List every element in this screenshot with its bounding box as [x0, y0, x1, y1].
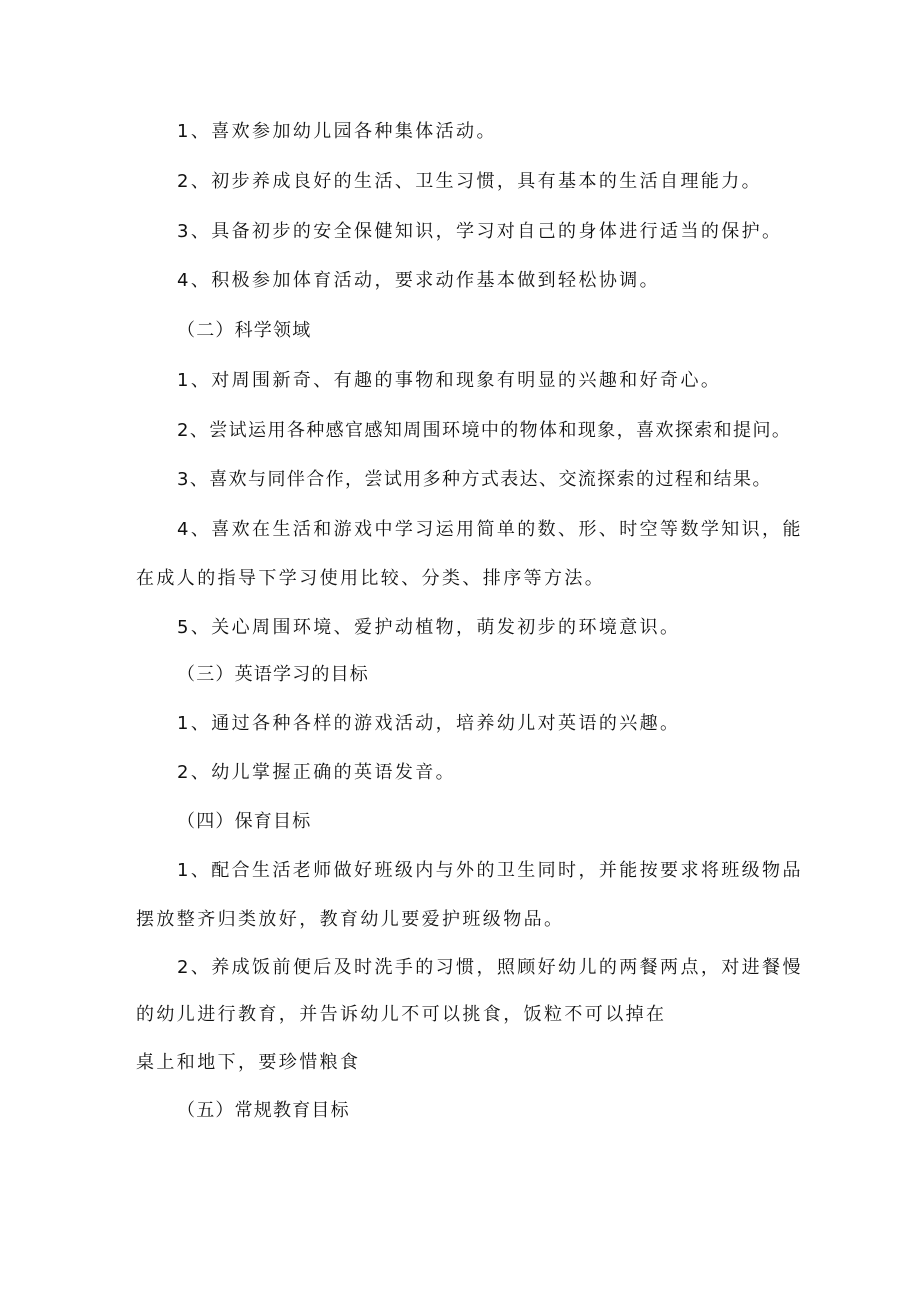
body-line-7: 3、喜欢与同伴合作，尝试用多种方式表达、交流探索的过程和结果。: [177, 469, 772, 490]
body-line-16: 的幼儿进行教育，并告诉幼儿不可以挑食，饭粒不可以掉在: [136, 1004, 667, 1025]
body-line-17: 桌上和地下，要珍惜粮食: [136, 1052, 361, 1073]
body-line-5: 1、对周围新奇、有趣的事物和现象有明显的兴趣和好奇心。: [177, 370, 722, 391]
section-heading-science: （二）科学领域: [177, 320, 312, 341]
section-heading-care: （四）保育目标: [177, 811, 312, 832]
body-line-2: 2、初步养成良好的生活、卫生习惯，具有基本的生活自理能力。: [177, 171, 763, 192]
section-heading-routine: （五）常规教育目标: [177, 1100, 350, 1121]
body-line-8: 4、喜欢在生活和游戏中学习运用简单的数、形、时空等数学知识，能: [177, 519, 803, 540]
body-line-4: 4、积极参加体育活动，要求动作基本做到轻松协调。: [177, 270, 661, 291]
body-line-15: 2、养成饭前便后及时洗手的习惯，照顾好幼儿的两餐两点，对进餐慢: [177, 957, 803, 978]
body-line-3: 3、具备初步的安全保健知识，学习对自己的身体进行适当的保护。: [177, 221, 783, 242]
section-heading-english: （三）英语学习的目标: [177, 664, 369, 685]
body-line-1: 1、喜欢参加幼儿园各种集体活动。: [177, 121, 497, 142]
body-line-9: 在成人的指导下学习使用比较、分类、排序等方法。: [136, 568, 606, 589]
body-line-12: 2、幼儿掌握正确的英语发音。: [177, 762, 457, 783]
body-line-10: 5、关心周围环境、爱护动植物，萌发初步的环境意识。: [177, 617, 681, 638]
body-line-14: 摆放整齐归类放好，教育幼儿要爱护班级物品。: [136, 909, 565, 930]
body-line-13: 1、配合生活老师做好班级内与外的卫生同时，并能按要求将班级物品: [177, 860, 803, 881]
body-line-11: 1、通过各种各样的游戏活动，培养幼儿对英语的兴趣。: [177, 713, 681, 734]
body-line-6: 2、尝试运用各种感官感知周围环境中的物体和现象，喜欢探索和提问。: [177, 420, 792, 441]
